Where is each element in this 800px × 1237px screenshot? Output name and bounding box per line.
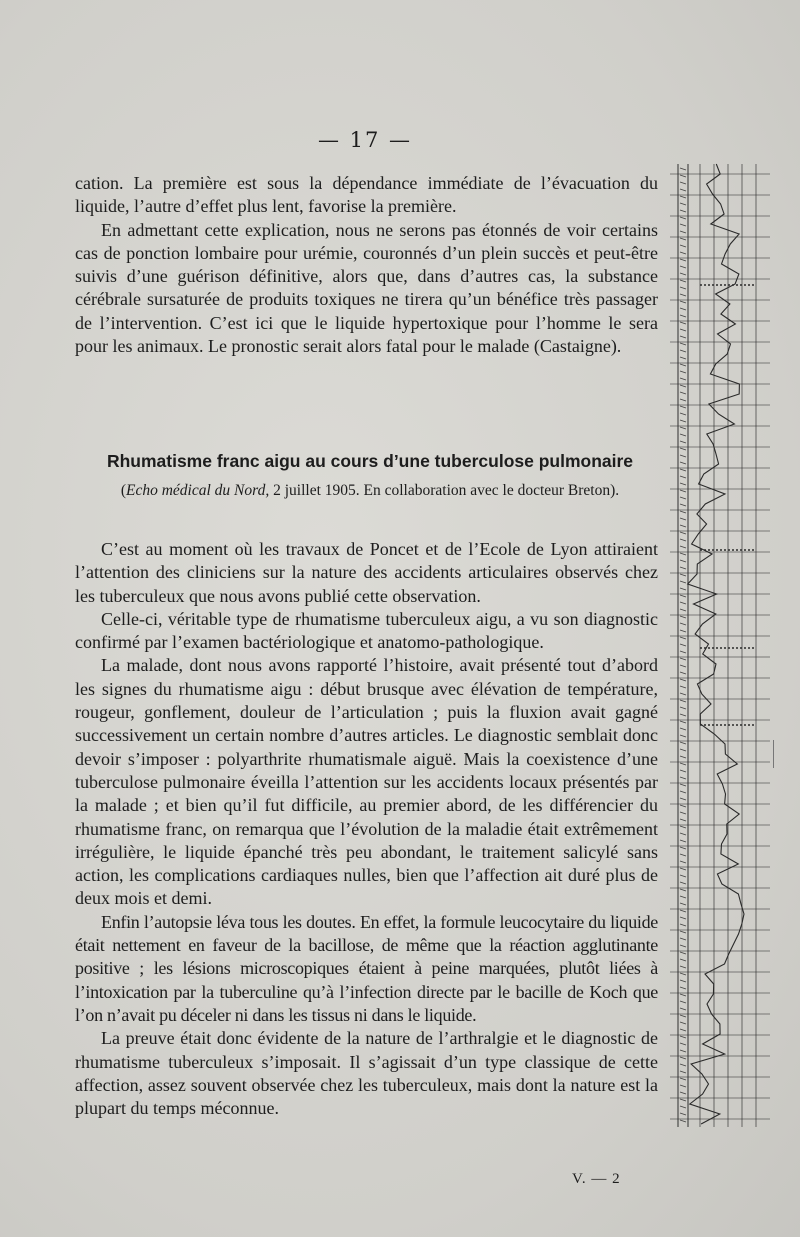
chart-tick <box>680 182 686 184</box>
chart-tick <box>680 735 686 737</box>
chart-tick <box>680 343 686 345</box>
chart-tick <box>680 427 686 429</box>
citation-details: 2 juillet 1905. En collaboration avec le docteur Breton). <box>269 482 620 499</box>
continued-text <box>75 172 658 358</box>
paragraph: C’est au moment où les travaux de Poncet et de l’Ecole de Lyon attiraient l’attention des cliniciens sur la nature des accidents articulaires observés chez les tuberculeux que nous avons publié cette observation. <box>75 539 658 606</box>
chart-tick <box>680 392 686 394</box>
chart-tick <box>680 1106 686 1108</box>
chart-tick <box>680 322 686 324</box>
chart-tick <box>680 1022 686 1024</box>
chart-tick <box>680 1029 686 1031</box>
chart-tick <box>680 364 686 366</box>
chart-tick <box>680 574 686 576</box>
chart-tick <box>680 203 686 205</box>
paragraph: La malade, dont nous avons rapporté l’histoire, avait présenté tout d’abord les signes du rhumatisme aigu : début brusque avec élévation de température, rougeur, gonflement, douleur de l’articulation ; puis la fluxion avait gagné successivement un certain nombre d’autres articles. Le diagnostic semblait donc devoir s’imposer : polyarthrite rhumatismale aiguë. Mais la coexistence d’une tuberculose pulmonaire éveilla l’attention sur les accidents locaux présentés par la malade ; et bien qu’il fut difficile, au premier abord, de les différencier du rhumatisme franc, on remarqua que l’évolution de la maladie était extrêmement irrégulière, le liquide épanché très peu abondant, le traitement salicylé sans action, les complications cardiaques nulles, bien que l’affection ait duré plus de deux mois et demi. <box>75 655 658 909</box>
chart-tick <box>680 910 686 912</box>
chart-tick <box>680 490 686 492</box>
chart-tick <box>680 518 686 520</box>
paragraph: Enfin l’autopsie léva tous les doutes. En effet, la formule leucocytaire du liquide était nettement en faveur de la bacillose, de même que la réaction agglutinante positive ; les lésions microscopiques étaient à peine marquées, plutôt liées à l’intoxication par la tuberculine qu’à l’infection directe par le bacille de Koch que l’on n’avait pu déceler ni dans les tissus ni dans le liquide. <box>75 911 658 1025</box>
chart-tick <box>680 595 686 597</box>
chart-tick <box>680 217 686 219</box>
chart-tick <box>680 273 686 275</box>
chart-tick <box>680 1064 686 1066</box>
chart-tick <box>680 399 686 401</box>
paragraph: Celle-ci, véritable type de rhumatisme tuberculeux aigu, a vu son diagnostic confirmé par l’examen bactériologique et anatomo-pathologique. <box>75 608 658 653</box>
chart-tick <box>680 609 686 611</box>
chart-tick <box>680 350 686 352</box>
chart-tick <box>680 924 686 926</box>
chart-tick <box>680 413 686 415</box>
chart-tick <box>680 210 686 212</box>
chart-tick <box>680 945 686 947</box>
chart-tick <box>680 469 686 471</box>
chart-tick <box>680 287 686 289</box>
chart-tick <box>680 707 686 709</box>
chart-tick <box>680 616 686 618</box>
chart-tick <box>680 1001 686 1003</box>
chart-tick <box>680 973 686 975</box>
chart-tick <box>680 189 686 191</box>
chart-tick <box>680 224 686 226</box>
chart-tick <box>680 994 686 996</box>
chart-tick <box>680 238 686 240</box>
chart-tick <box>680 686 686 688</box>
chart-tick <box>680 784 686 786</box>
paragraph: En admettant cette explication, nous ne serons pas étonnés de voir certains cas de ponction lombaire pour urémie, couronnés d’un plein succès et peut-être suivis d’une guérison définitive, alors que, dans d’autres cas, la substance cérébrale sursaturée de produits toxiques ne tirera qu’un bénéfice très passager de l’intervention. C’est ici que le liquide hypertoxique pour l’homme le sera pour les animaux. Le pronostic serait alors fatal pour le malade (Castaigne). <box>75 219 658 357</box>
chart-tick <box>680 1043 686 1045</box>
chart-tick <box>680 406 686 408</box>
chart-tick <box>680 231 686 233</box>
chart-tick <box>680 714 686 716</box>
chart-tick <box>680 889 686 891</box>
chart-tick <box>680 504 686 506</box>
chart-tick <box>680 329 686 331</box>
chart-tick <box>680 357 686 359</box>
chart-tick <box>680 525 686 527</box>
chart-tick <box>680 770 686 772</box>
chart-tick <box>680 266 686 268</box>
chart-tick <box>680 637 686 639</box>
chart-tick <box>680 679 686 681</box>
chart-tick <box>680 378 686 380</box>
chart-tick <box>680 847 686 849</box>
chart-tick <box>680 1085 686 1087</box>
chart-tick <box>680 700 686 702</box>
chart-tick <box>680 434 686 436</box>
chart-tick <box>680 896 686 898</box>
chart-tick <box>680 252 686 254</box>
chart-tick <box>680 1050 686 1052</box>
chart-tick <box>680 966 686 968</box>
chart-tick <box>680 868 686 870</box>
chart-tick <box>680 581 686 583</box>
chart-tick <box>680 742 686 744</box>
chart-tick <box>680 476 686 478</box>
chart-tick <box>680 280 686 282</box>
chart-tick <box>680 308 686 310</box>
chart-tick <box>680 630 686 632</box>
page-number: — 17 — <box>317 128 413 152</box>
chart-tick <box>680 588 686 590</box>
chart-tick <box>680 798 686 800</box>
chart-tick <box>680 1057 686 1059</box>
chart-tick <box>680 336 686 338</box>
chart-tick <box>680 833 686 835</box>
chart-tick <box>680 1078 686 1080</box>
chart-tick <box>680 1008 686 1010</box>
chart-tick <box>680 532 686 534</box>
chart-tick <box>680 665 686 667</box>
chart-tick <box>680 693 686 695</box>
chart-tick <box>680 805 686 807</box>
chart-tick <box>680 854 686 856</box>
chart-tick <box>680 175 686 177</box>
chart-tick <box>680 938 686 940</box>
chart-tick <box>680 567 686 569</box>
chart-tick <box>680 791 686 793</box>
chart-tick <box>680 1071 686 1073</box>
chart-tick <box>680 1113 686 1115</box>
chart-tick <box>680 728 686 730</box>
chart-tick <box>680 840 686 842</box>
chart-tick <box>680 462 686 464</box>
chart-tick <box>680 812 686 814</box>
chart-tick <box>680 448 686 450</box>
chart-tick <box>680 483 686 485</box>
chart-tick <box>680 756 686 758</box>
article-title: Rhumatisme franc aigu au cours d’une tuberculose pulmonaire <box>106 451 634 471</box>
chart-tick <box>680 560 686 562</box>
chart-tick <box>680 1092 686 1094</box>
chart-tick <box>680 952 686 954</box>
chart-tick <box>680 931 686 933</box>
margin-mark <box>773 740 774 768</box>
paragraph: La preuve était donc évidente de la nature de l’arthralgie et le diagnostic de rhumatisme tuberculeux s’imposait. Il s’agissait d’un type classique de cette affection, assez souvent observée chez les tuberculeux, mais dont la nature est la plupart du temps méconnue. <box>75 1028 658 1119</box>
chart-tick <box>680 546 686 548</box>
chart-tick <box>680 861 686 863</box>
chart-tick <box>680 259 686 261</box>
chart-tick <box>680 777 686 779</box>
chart-tick <box>680 672 686 674</box>
chart-tick <box>680 301 686 303</box>
chart-tick <box>680 903 686 905</box>
temperature-chart <box>670 160 770 1135</box>
citation-open: ( <box>120 482 126 499</box>
article-citation <box>60 482 680 500</box>
article-body <box>75 538 658 1120</box>
chart-tick <box>680 819 686 821</box>
chart-tick <box>680 651 686 653</box>
chart-tick <box>680 882 686 884</box>
chart-tick <box>680 917 686 919</box>
chart-tick <box>680 196 686 198</box>
chart-tick <box>680 553 686 555</box>
chart-tick <box>680 455 686 457</box>
citation-journal: Echo médical du Nord, <box>126 482 270 499</box>
chart-tick <box>680 658 686 660</box>
chart-temperature-curve <box>688 164 744 1124</box>
chart-tick <box>680 763 686 765</box>
chart-tick <box>680 294 686 296</box>
chart-tick <box>680 1099 686 1101</box>
chart-tick <box>680 441 686 443</box>
chart-tick <box>680 420 686 422</box>
chart-tick <box>680 1015 686 1017</box>
chart-tick <box>680 371 686 373</box>
chart-tick <box>680 749 686 751</box>
chart-tick <box>680 511 686 513</box>
chart-tick <box>680 980 686 982</box>
chart-tick <box>680 826 686 828</box>
chart-tick <box>680 623 686 625</box>
chart-tick <box>680 875 686 877</box>
chart-tick <box>680 1036 686 1038</box>
chart-tick <box>680 168 686 170</box>
chart-tick <box>680 1120 686 1122</box>
chart-tick <box>680 315 686 317</box>
chart-tick <box>680 602 686 604</box>
chart-tick <box>680 721 686 723</box>
paragraph: cation. La première est sous la dépendance immédiate de l’évacuation du liquide, l’autre d’effet plus lent, favorise la première. <box>75 173 658 217</box>
chart-tick <box>680 987 686 989</box>
chart-tick <box>680 539 686 541</box>
chart-tick <box>680 959 686 961</box>
chart-tick <box>680 385 686 387</box>
chart-tick <box>680 644 686 646</box>
signature-mark: V. — 2 <box>572 1171 621 1187</box>
chart-tick <box>680 497 686 499</box>
chart-tick <box>680 245 686 247</box>
